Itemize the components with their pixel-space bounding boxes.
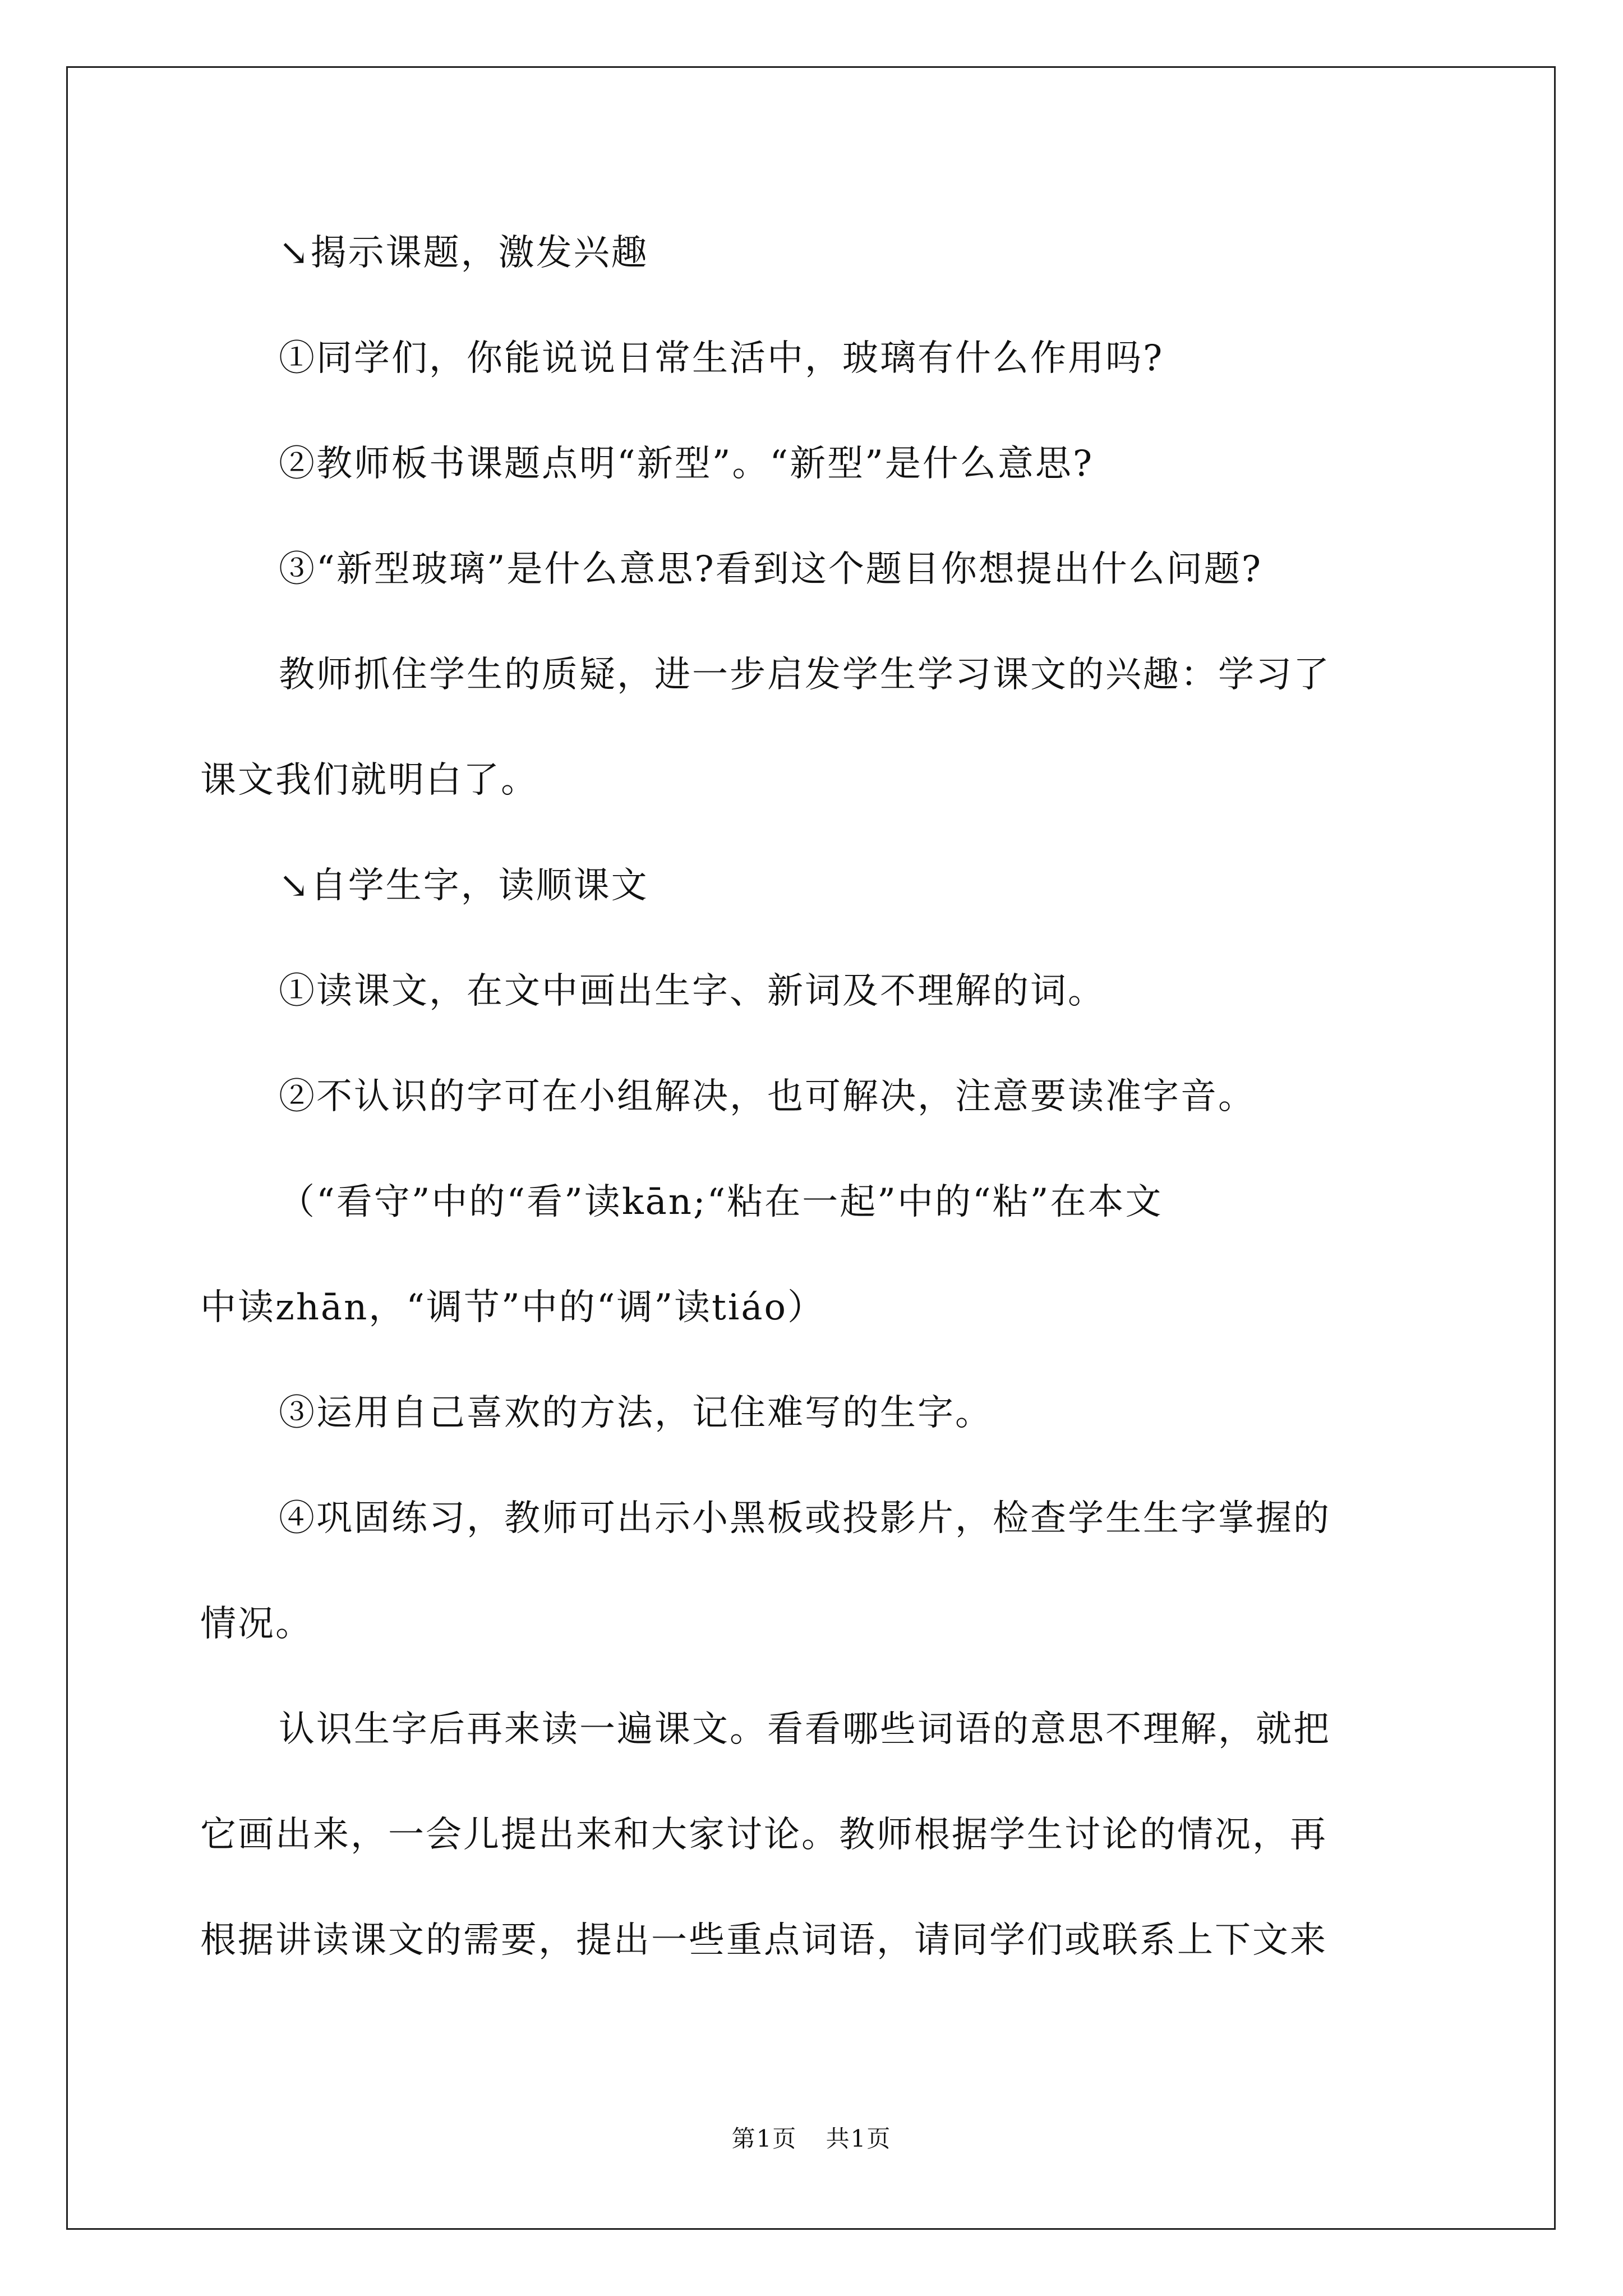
text-line: ②教师板书课题点明“新型”。“新型”是什么意思? xyxy=(279,443,1094,485)
text-line: 课文我们就明白了。 xyxy=(200,760,538,801)
text-line: ①读课文，在文中画出生字、新词及不理解的词。 xyxy=(279,970,1105,1012)
text-line: 情况。 xyxy=(200,1603,313,1645)
text-line: ②不认识的字可在小组解决，也可解决，注意要读准字音。 xyxy=(279,1076,1256,1117)
document-text xyxy=(200,200,1434,1993)
page-number: 第1页 xyxy=(731,2125,797,2152)
text-line: ↘揭示课题，激发兴趣 xyxy=(279,232,649,274)
text-line: ③“新型玻璃”是什么意思?看到这个题目你想提出什么问题? xyxy=(279,549,1263,590)
text-line: （“看守”中的“看”读kān;“粘在一起”中的“粘”在本文 xyxy=(279,1181,1163,1223)
text-line: 中读zhān，“调节”中的“调”读tiáo） xyxy=(200,1287,826,1328)
text-line: ↘自学生字，读顺课文 xyxy=(279,865,649,907)
page-total: 共1页 xyxy=(826,2125,892,2152)
page-footer xyxy=(0,2120,1623,2154)
text-line: ④巩固练习，教师可出示小黑板或投影片，检查学生生字掌握的 xyxy=(279,1498,1331,1539)
text-line: 根据讲读课文的需要，提出一些重点词语，请同学们或联系上下文来 xyxy=(200,1920,1327,1961)
text-line: 认识生字后再来读一遍课文。看看哪些词语的意思不理解，就把 xyxy=(279,1709,1331,1750)
document-body xyxy=(200,200,1434,1993)
text-line: 教师抓住学生的质疑，进一步启发学生学习课文的兴趣：学习了 xyxy=(279,654,1331,696)
text-line: 它画出来，一会儿提出来和大家讨论。教师根据学生讨论的情况，再 xyxy=(200,1814,1327,1856)
text-line: ①同学们，你能说说日常生活中，玻璃有什么作用吗? xyxy=(279,338,1164,379)
text-line: ③运用自己喜欢的方法，记住难写的生字。 xyxy=(279,1392,993,1434)
